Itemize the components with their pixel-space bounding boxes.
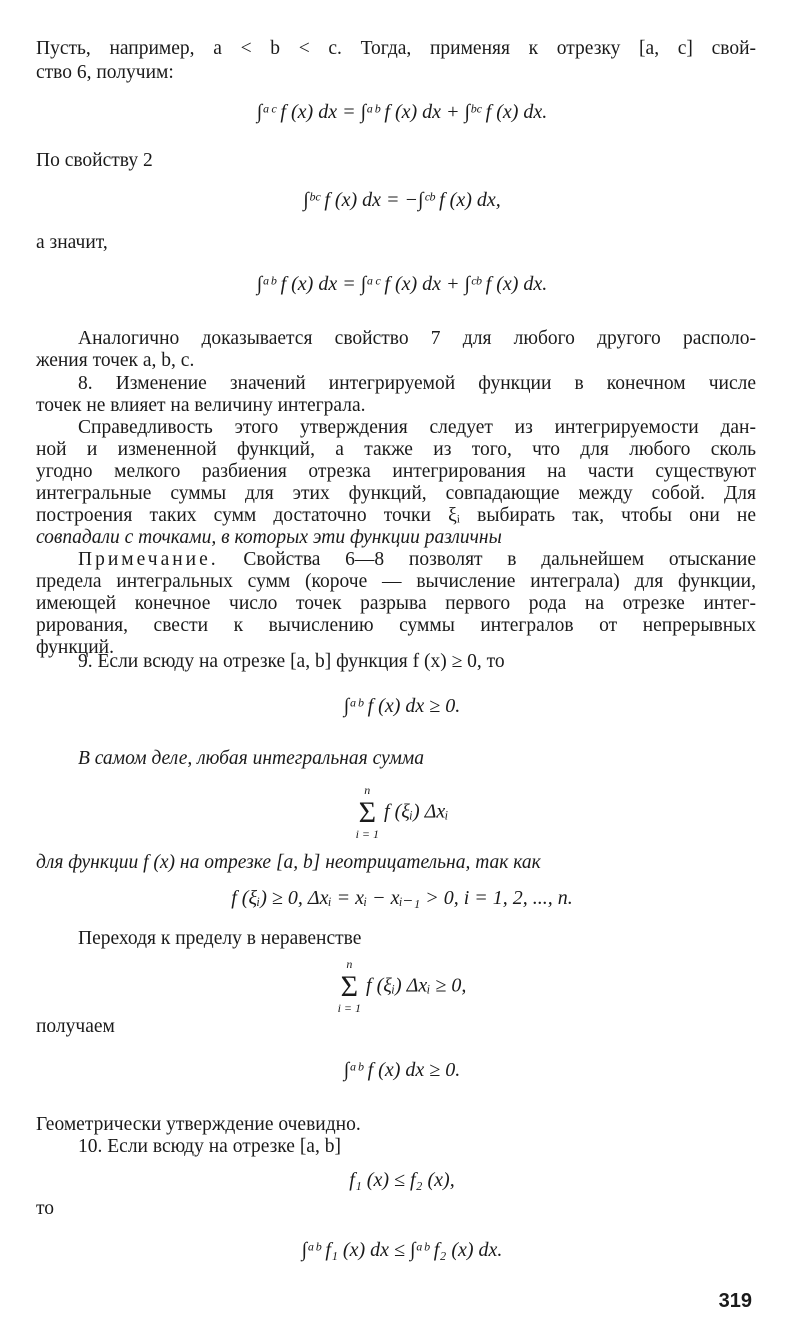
note-text: Свойства 6—8 позволят в дальнейшем отыскание (243, 549, 756, 570)
text-line: Пусть, например, a < b < c. Тогда, применяя к отрезку [a, c] свой- (36, 38, 756, 59)
text-line: функций. (36, 637, 114, 658)
text-line: совпадали с точками, в которых эти функции различны (36, 527, 502, 548)
text-line: ство 6, получим: (36, 62, 174, 83)
text-line: Переходя к пределу в неравенстве (78, 928, 362, 949)
text-line: для функции f (x) на отрезке [a, b] неотрицательна, так как (36, 852, 541, 873)
text-line: Геометрически утверждение очевидно. (36, 1114, 361, 1135)
formula-4: ∫ᵃᵇ f (x) dx ≥ 0. (343, 695, 461, 717)
text-line: а значит, (36, 232, 108, 253)
text-line: интегральные суммы для этих функций, совпадающие между собой. Для (36, 483, 756, 504)
text-line: рирования, свести к вычислению суммы интегралов от непрерывных (36, 615, 756, 636)
formula-2: ∫ᵇᶜ f (x) dx = −∫ᶜᵇ f (x) dx, (303, 189, 501, 211)
text-line: жения точек a, b, c. (36, 350, 195, 371)
text-line: По свойству 2 (36, 150, 153, 171)
sum-sign: n Σ i = 1 (355, 783, 380, 841)
text-line: 8. Изменение значений интегрируемой функции в конечном числе (78, 373, 756, 394)
formula-6: f (ξᵢ) ≥ 0, Δxᵢ = xᵢ − xᵢ₋₁ > 0, i = 1, 2, ..., n. (231, 887, 573, 909)
formula-9: f₁ (x) ≤ f₂ (x), (349, 1169, 455, 1191)
text-line: Справедливость этого утверждения следует из интегрируемости дан- (78, 417, 756, 438)
formula-10: ∫ᵃᵇ f₁ (x) dx ≤ ∫ᵃᵇ f₂ (x) dx. (301, 1239, 503, 1261)
text-line: 9. Если всюду на отрезке [a, b] функция f (x) ≥ 0, то (78, 651, 505, 672)
text-line: В самом деле, любая интегральная сумма (78, 748, 424, 769)
text-line: имеющей конечное число точек разрыва первого рода на отрезке интег- (36, 593, 756, 614)
text-line: угодно мелкого разбиения отрезка интегрирования на части существуют (36, 461, 756, 482)
formula-1: ∫ᵃᶜ f (x) dx = ∫ᵃᵇ f (x) dx + ∫ᵇᶜ f (x) dx. (256, 101, 548, 123)
formula-3: ∫ᵃᵇ f (x) dx = ∫ᵃᶜ f (x) dx + ∫ᶜᵇ f (x) dx. (256, 273, 548, 295)
text-line: получаем (36, 1016, 115, 1037)
text-line: Аналогично доказывается свойство 7 для любого другого располо- (78, 328, 756, 349)
formula-8: ∫ᵃᵇ f (x) dx ≥ 0. (343, 1059, 461, 1081)
sum-sign: n Σ i = 1 (337, 957, 362, 1015)
page-number: 319 (718, 1290, 752, 1312)
note-line (78, 549, 756, 571)
text-line: ной и измененной функций, а также из того, что для любого сколь (36, 439, 756, 460)
text-line: построения таких сумм достаточно точки ξᵢ выбирать так, чтобы они не (36, 505, 756, 526)
formula-7: n Σ i = 1 f (ξᵢ) Δxᵢ ≥ 0, (337, 957, 467, 1015)
formula-5: n Σ i = 1 f (ξᵢ) Δxᵢ (355, 783, 449, 841)
text-line: 10. Если всюду на отрезке [a, b] (78, 1136, 341, 1157)
text-line: то (36, 1198, 55, 1219)
text-line: предела интегральных сумм (короче — вычисление интеграла) для функции, (36, 571, 756, 592)
text-line: точек не влияет на величину интеграла. (36, 395, 366, 416)
note-heading: Примечание. (78, 549, 219, 570)
